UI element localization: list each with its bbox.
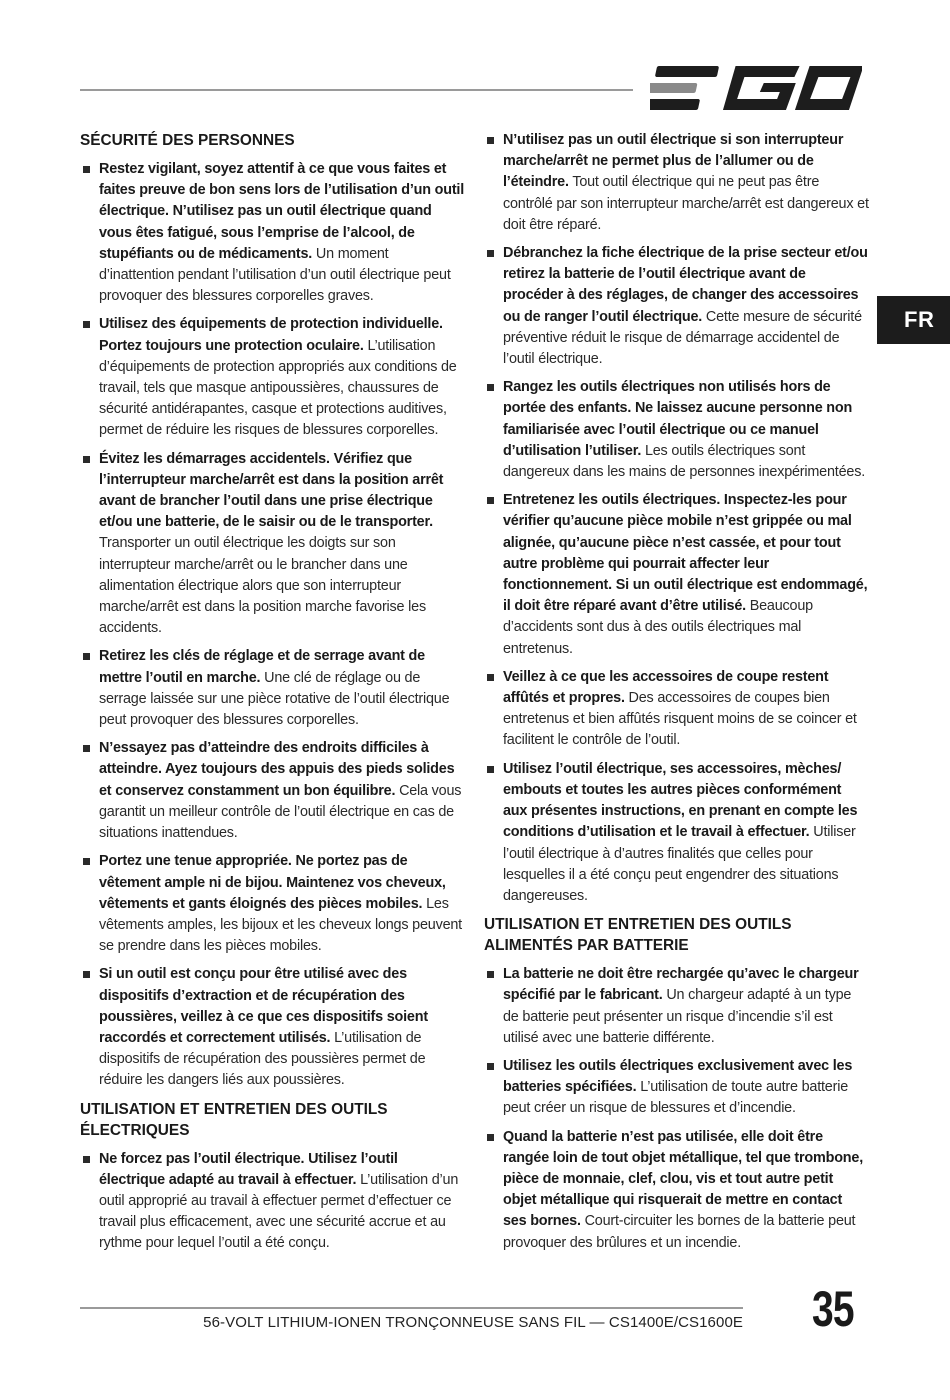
battery-tool-list (484, 964, 869, 1254)
list-item-bold: N’essayez pas d’atteindre des endroits difficiles à atteindre. Ayez toujours des appuis des pieds solides et conservez constamment un bon équilibre. (99, 740, 455, 799)
list-item-bold: Veillez à ce que les accessoires de coupe restent affûtés et propres. (503, 668, 829, 707)
list-item (80, 449, 465, 640)
list-item (80, 851, 465, 957)
list-item-text: Une clé de réglage ou de serrage laissée sur une pièce rotative de l’outil électrique peut provoquer des blessures corporelles. (99, 669, 450, 729)
list-item-text: Les vêtements amples, les bijoux et les cheveux longs peuvent se prendre dans les pièces mobiles. (99, 895, 462, 955)
list-item-bold: Rangez les outils électriques non utilisés hors de portée des enfants. Ne laissez aucune personne non familiarisée avec l’outil électrique ou ce manuel d’utilisation l’utiliser. (503, 379, 853, 459)
list-item-text: Cela vous garantit un meilleur contrôle de l’outil électrique en cas de situations inattendues. (99, 782, 462, 842)
list-item (80, 159, 465, 307)
list-item-text: Tout outil électrique qui ne peut pas être contrôlé par son interrupteur marche/arrêt est dangereux et doit être réparé. (503, 174, 869, 233)
list-item (80, 646, 465, 731)
list-item-bold: N’utilisez pas un outil électrique si son interrupteur marche/arrêt ne permet plus de l’allumer ou de l’éteindre. (503, 132, 844, 191)
language-tab: FR (877, 296, 950, 344)
list-item (484, 759, 869, 907)
list-item-bold: Débranchez la fiche électrique de la prise secteur et/ou retirez la batterie de l’outil électrique avant de procéder à des réglages, de changer des accessoires ou de ranger l’outil électrique. (503, 245, 868, 325)
list-item-text: L’utilisation d’un outil approprié au travail à effectuer permet d’effectuer ce travail plus efficacement, avec une sécurité accrue et au rythme pour lequel l’outil a été conçu. (99, 1171, 459, 1252)
list-item-text: Utiliser l’outil électrique à d’autres finalités que celles pour lesquelles il a été conçu peut engendrer des situations dangereuses. (503, 824, 856, 904)
right-column (484, 130, 869, 1261)
personal-safety-list (80, 159, 465, 1092)
page-number: 35 (812, 1281, 854, 1337)
list-item-bold: Ne forcez pas l’outil électrique. Utilisez l’outil électrique adapté au travail à effectuer. (99, 1150, 398, 1188)
list-item (484, 1127, 869, 1254)
footer-product-title: 56-VOLT LITHIUM-IONEN TRONÇONNEUSE SANS FIL — CS1400E/CS1600E (203, 1314, 743, 1331)
list-item-bold: Entretenez les outils électriques. Inspectez-les pour vérifier qu’aucune pièce mobile n’est grippée ou mal alignée, qu’aucune pièce n’est cassée, et pour tout autre problème qui pourrait affecter leur fonctionnement. Si un outil électrique est endommagé, il doit être réparé avant d’être utilisé. (503, 492, 868, 615)
list-item-bold: Utilisez des équipements de protection individuelle. Portez toujours une protection oculaire. (99, 316, 443, 354)
list-item-bold: Utilisez l’outil électrique, ses accessoires, mèches/ embouts et toutes les autres pièces conformément aux présentes instructions, en prenant en compte les conditions d’utilisation et le travail à effectuer. (503, 760, 858, 841)
power-tool-use-list (80, 1149, 465, 1255)
list-item (80, 738, 465, 844)
list-item-bold: Quand la batterie n’est pas utilisée, elle doit être rangée loin de tout objet métallique, tel que trombone, pièce de monnaie, clef, clou, vis et tout autre petit objet métallique qui risquerait de mettre en contact ses bornes. (503, 1128, 863, 1230)
list-item (484, 377, 869, 483)
section-title-personal-safety: SÉCURITÉ DES PERSONNES (80, 132, 295, 149)
power-tool-care-list (484, 130, 869, 907)
list-item-text: Beaucoup d’accidents sont dus à des outils électriques mal entretenus. (503, 598, 813, 657)
list-item-bold: La batterie ne doit être rechargée qu’avec le chargeur spécifié par le fabricant. (503, 966, 859, 1004)
list-item (484, 964, 869, 1049)
list-item (80, 964, 465, 1091)
list-item-text: Des accessoires de coupes bien entretenus et bien affûtés risquent moins de se coincer et facilitent le contrôle de l’outil. (503, 690, 857, 749)
list-item (484, 243, 869, 370)
list-item-text: L’utilisation d’équipements de protection appropriés aux conditions de travail, tels que masque antipoussières, chaussures de sécurité antidérapantes, casque et protections auditives, permet de réduire les risques de blessures corporelles. (99, 337, 457, 439)
list-item (484, 667, 869, 752)
list-item-bold: Évitez les démarrages accidentels. Vérifiez que l’interrupteur marche/arrêt est dans la position arrêt avant de brancher l’outil dans une prise électrique et/ou une batterie, de le saisir ou de le transporter. (99, 450, 444, 531)
ego-logo (650, 62, 862, 114)
list-item (80, 314, 465, 441)
list-item-text: Un moment d’inattention pendant l’utilisation d’un outil électrique peut provoquer des blessures corporelles graves. (99, 245, 451, 305)
header-rule (80, 89, 633, 91)
list-item-bold: Utilisez les outils électriques exclusivement avec les batteries spécifiées. (503, 1057, 853, 1096)
list-item (484, 490, 869, 660)
list-item-text: Court-circuiter les bornes de la batterie peut provoquer des brûlures et un incendie. (503, 1213, 856, 1251)
list-item-text: Les outils électriques sont dangereux dans les mains de personnes inexpérimentées. (503, 442, 865, 481)
list-item (80, 1149, 465, 1255)
section-title-power-tool-use: UTILISATION ET ENTRETIEN DES OUTILS ÉLECTRIQUES (80, 1100, 388, 1139)
list-item-text: Transporter un outil électrique les doigts sur son interrupteur marche/arrêt ou le brancher dans une alimentation électrique alors que son interrupteur marche/arrêt est dans la position marche favorise les accidents. (99, 535, 426, 637)
list-item (484, 130, 869, 236)
list-item-text: L’utilisation de toute autre batterie peut créer un risque de blessures et d’incendie. (503, 1079, 848, 1117)
list-item-bold: Portez une tenue appropriée. Ne portez pas de vêtement ample ni de bijou. Maintenez vos cheveux, vêtements et gants éloignés des pièces mobiles. (99, 853, 446, 912)
list-item-bold: Si un outil est conçu pour être utilisé avec des dispositifs d’extraction et de récupération des poussières, veillez à ce que ces dispositifs soient raccordés et correctement utilisés. (99, 966, 428, 1046)
list-item-bold: Retirez les clés de réglage et de serrage avant de mettre l’outil en marche. (99, 648, 425, 686)
list-item (484, 1056, 869, 1120)
list-item-text: Cette mesure de sécurité préventive réduit le risque de démarrage accidentel de l’outil électrique. (503, 308, 862, 368)
list-item-text: Un chargeur adapté à un type de batterie peut présenter un risque d’incendie s’il est utilisé avec une batterie différente. (503, 987, 852, 1046)
footer-rule (80, 1307, 743, 1309)
section-title-battery-tools: UTILISATION ET ENTRETIEN DES OUTILS ALIMENTÉS PAR BATTERIE (484, 916, 792, 955)
list-item-text: L’utilisation de dispositifs de récupération des poussières permet de réduire les dangers liés aux poussières. (99, 1029, 426, 1089)
left-column (80, 130, 465, 1262)
list-item-bold: Restez vigilant, soyez attentif à ce que vous faites et faites preuve de bon sens lors de l’utilisation d’un outil électrique. N’utilisez pas un outil électrique quand vous êtes fatigué, sous l’emprise de l’alcool, de stupéfiants ou de médicaments. (99, 161, 465, 262)
